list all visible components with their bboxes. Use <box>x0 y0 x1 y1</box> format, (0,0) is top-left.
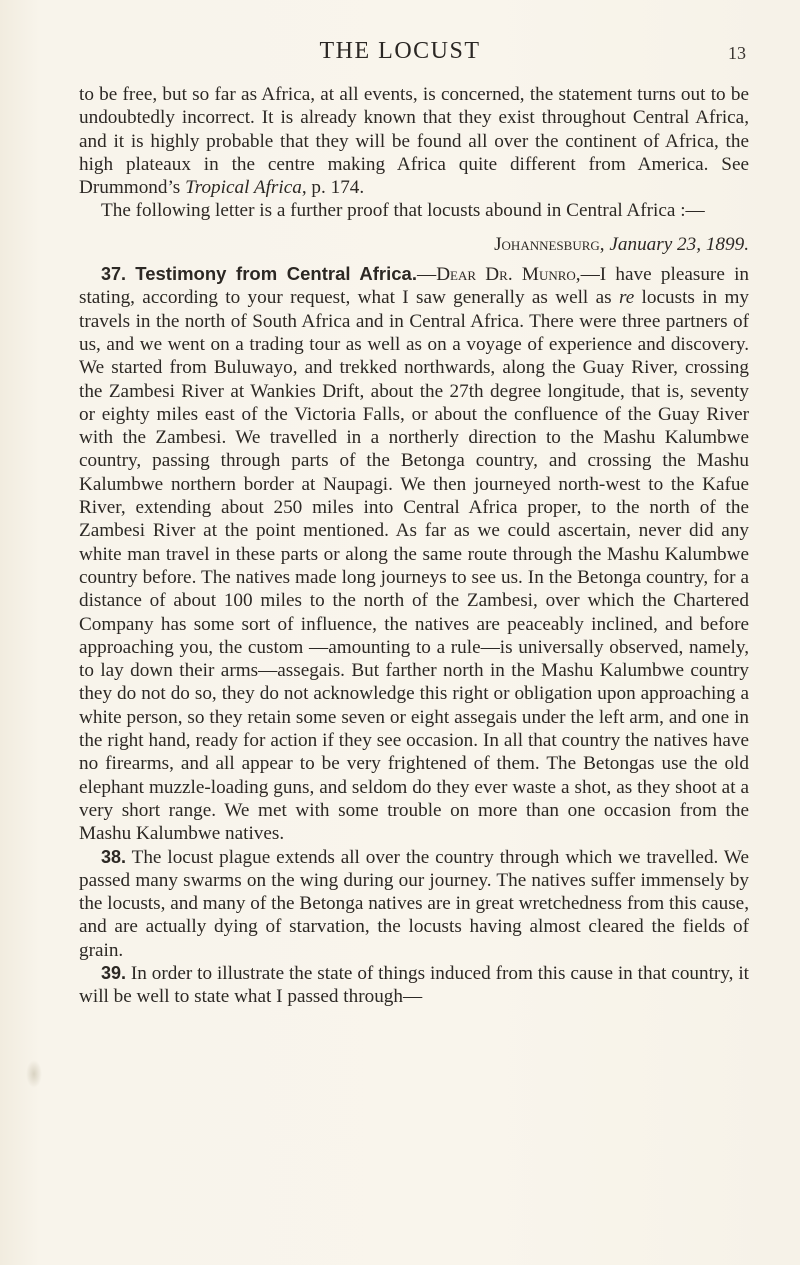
book-title: Tropical Africa <box>185 177 302 199</box>
paragraph-37 <box>79 262 749 845</box>
paragraph-38 <box>79 846 749 962</box>
letter-dateline <box>79 233 749 256</box>
section-heading: Testimony from Central Africa. <box>135 263 417 285</box>
paragraph-37-text-a: —I have pleasure in stating, according to your request, what I saw generally as well as <box>79 264 750 309</box>
paragraph-number-39: 39. <box>101 962 127 983</box>
paragraph-number-37: 37. <box>101 264 127 285</box>
intro-paragraph: The following letter is a further proof that locusts abound in Central Africa :— <box>101 200 705 222</box>
dateline-date: January 23, 1899. <box>609 233 749 255</box>
body-text <box>79 83 749 1009</box>
page-number: 13 <box>728 43 746 63</box>
paragraph-number-38: 38. <box>101 846 127 867</box>
paper-stain <box>26 1060 42 1088</box>
dateline-place: Johannesburg, <box>494 233 605 255</box>
paragraph-39-text: In order to illustrate the state of things induced from this cause in that country, it will be well to state what I passed through— <box>79 962 750 1008</box>
paragraph-38-text: The locust plague extends all over the country through which we travelled. We passed many swarms on the wing during our journey. The natives suffer immensely by the locusts, and many of the Betonga natives are in great wretchedness from this cause, and are actually dying of starvation, the locusts having almost cleared the fields of grain. <box>79 846 749 961</box>
heading-dash: — <box>417 264 437 286</box>
re-word: re <box>618 287 635 309</box>
running-head <box>0 38 800 68</box>
opening-paragraph <box>79 83 749 199</box>
letter-salutation: Dear Dr. Munro, <box>436 264 581 286</box>
book-citation: , p. 174. <box>301 177 365 199</box>
opening-text: to be free, but so far as Africa, at all events, is concerned, the statement turns out to be undoubtedly incorrect. It is already known that they exist throughout Central Africa, and it is highly probable that they will be found all over the continent of Africa, the high plateaux in the centre making Africa quite different from America. See Drummond’s <box>79 84 749 199</box>
paragraph-37-text-b: locusts in my travels in the north of South Africa and in Central Africa. There were three partners of us, and we went on a trading tour as well as on a voyage of experience and discovery. We started from Buluwayo, and trekked northwards, along the Guay River, crossing the Zambesi River at Wankies Drift, about the 27th degree longitude, that is, seventy or eighty miles east of the Victoria Falls, or about the confluence of the Guay River with the Zambesi. We travelled in a northerly direction to the Mashu Kalumbwe country, passing through parts of the Betonga country, and crossing the Mashu Kalumbwe northern border at Naupagi. We then journeyed north-west to the Kafue River, extending about 250 miles into Central Africa proper, to the north of the Zambesi River at the point mentioned. As far as we could ascertain, never did any white man travel in these parts or along the same route through the Mashu Kalumbwe country before. The natives made long journeys to see us. In the Betonga country, for a distance of about 100 miles to the north of the Zambesi, over which the Chartered Company has some sort of influence, the natives are peaceably inclined, and before approaching you, the custom —amounting to a rule—is universally observed, namely, to lay down their arms—assegais. But farther north in the Mashu Kalumbwe country they do not do so, they do not acknowledge this right or obligation upon approaching a white person, so they retain some seven or eight assegais under the left arm, and one in the right hand, ready for action if they see occasion. In all that country the natives have no firearms, and all appear to be very frightened of them. The Betongas use the old elephant muzzle-loading guns, and seldom do they ever waste a shot, as they shoot at a very short range. We met with some trouble on more than one occasion from the Mashu Kalumbwe natives. <box>79 287 749 845</box>
running-title: THE LOCUST <box>319 38 481 64</box>
paragraph-39 <box>79 962 749 1009</box>
